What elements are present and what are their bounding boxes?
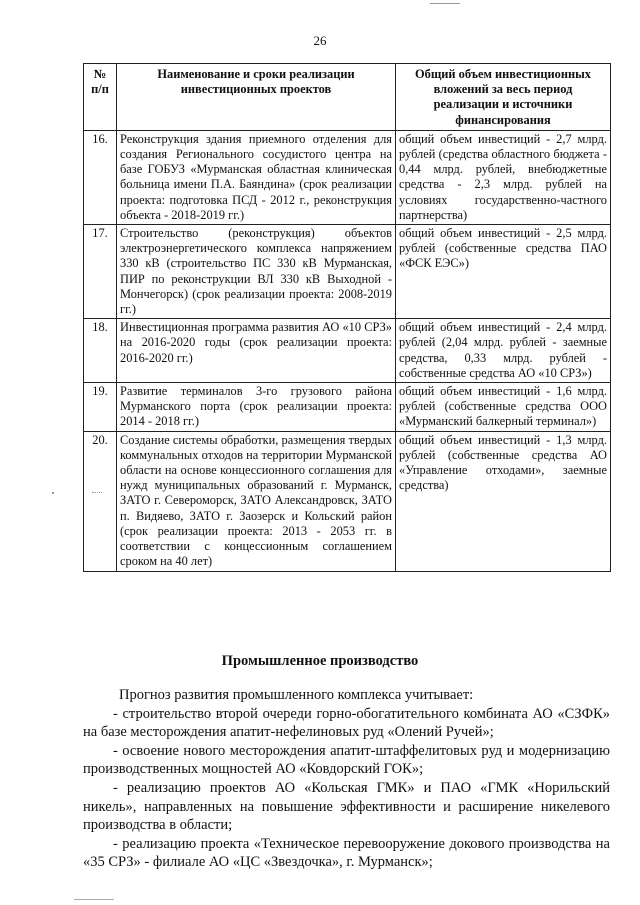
header-funding: Общий объем инвестиционных вложений за весь период реализации и источники финансирования [396,64,611,131]
paragraph-item: - реализацию проекта «Техническое перевооружение докового производства на «35 СРЗ» - филиале АО «ЦС «Звездочка», г. Мурманск»; [83,835,610,871]
row-number: 16. [84,130,117,224]
project-funding: общий объем инвестиций - 2,4 млрд. рублей (2,04 млрд. рублей - заемные средства, 0,33 млрд. рублей - собственные средства АО «10 СРЗ») [396,319,611,383]
project-funding: общий объем инвестиций - 1,6 млрд. рублей (собственные средства ООО «Мурманский балкерный терминал») [396,383,611,432]
header-project-name: Наименование и сроки реализации инвестиционных проектов [117,64,396,131]
project-funding: общий объем инвестиций - 1,3 млрд. рублей (собственные средства АО «Управление отходами», заемные средства) [396,431,611,571]
project-name: Строительство (реконструкция) объектов электроэнергетического комплекса напряжением 330 кВ (строительство ПС 330 кВ Мурманская, ПИР по реконструкции ВЛ 330 кВ Выходной - Мончегорск) (срок реализации проекта: 2008-2019 гг.) [117,225,396,319]
section-body [83,686,610,872]
paragraph-item: - строительство второй очереди горно-обогатительного комбината АО «СЗФК» на базе месторождения апатит-нефелиновых руд «Олений Ручей»; [83,705,610,741]
scan-speck [92,492,102,494]
paragraph-item: - реализацию проектов АО «Кольская ГМК» и ПАО «ГМК «Норильский никель», направленных на повышение эффективности и расширение никелевого производства в области; [83,779,610,834]
project-funding: общий объем инвестиций - 2,5 млрд. рублей (собственные средства ПАО «ФСК ЕЭС») [396,225,611,319]
row-number: 19. [84,383,117,432]
row-number: 18. [84,319,117,383]
table-row [84,225,611,319]
header-number: № п/п [84,64,117,131]
scan-mark-top [430,3,460,4]
project-name: Реконструкция здания приемного отделения для создания Регионального сосудистого центра на базе ГОБУЗ «Мурманская областная клиническая больница имени П.А. Баяндина» (срок реализации проекта: подготовка ПСД - 2012 г., реконструкция объекта - 2018-2019 гг.) [117,130,396,224]
table-header-row [84,64,611,131]
table-row [84,130,611,224]
paragraph-item: - освоение нового месторождения апатит-штаффелитовых руд и модернизацию производственных мощностей АО «Ковдорский ГОК»; [83,742,610,778]
paragraph-intro: Прогноз развития промышленного комплекса учитывает: [119,687,474,703]
table-row [84,383,611,432]
table-row [84,431,611,571]
scan-mark-bottom [74,899,114,900]
section-title: Промышленное производство [221,653,419,669]
scan-speck [52,492,54,494]
project-funding: общий объем инвестиций - 2,7 млрд. рублей (средства областного бюджета - 0,44 млрд. рублей, внебюджетные средства - 2,3 млрд. рублей на условиях государственно-частного партнерства) [396,130,611,224]
investment-projects-table [83,63,611,572]
page-number: 26 [313,33,327,48]
project-name: Создание системы обработки, размещения твердых коммунальных отходов на территории Мурманской области на основе концессионного соглашения для нужд муниципальных образований г. Мурманск, ЗАТО г. Североморск, ЗАТО Александровск, ЗАТО п. Видяево, ЗАТО г. Заозерск и Кольский район (срок реализации проекта: 2013 - 2053 гг. в соответствии с концессионным соглашением сроком на 40 лет) [117,431,396,571]
row-number: 17. [84,225,117,319]
row-number: 20. [84,431,117,571]
project-name: Инвестиционная программа развития АО «10 СРЗ» на 2016-2020 годы (срок реализации проекта: 2016-2020 гг.) [117,319,396,383]
table-row [84,319,611,383]
project-name: Развитие терминалов 3-го грузового района Мурманского порта (срок реализации проекта: 2014 - 2018 гг.) [117,383,396,432]
